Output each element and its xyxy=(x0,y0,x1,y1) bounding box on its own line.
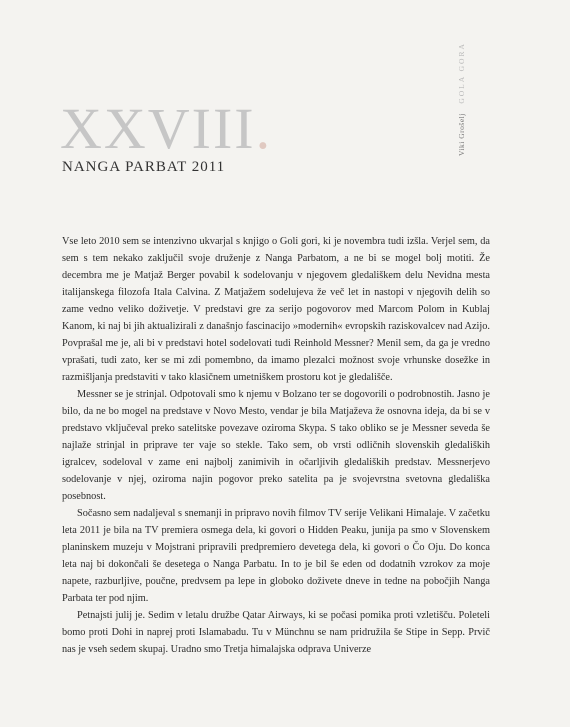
running-header-book: GOLA GORA xyxy=(457,42,466,104)
chapter-numeral-text: XXVIII xyxy=(60,96,256,161)
chapter-title: NANGA PARBAT 2011 xyxy=(62,159,226,175)
paragraph: Vse leto 2010 sem se intenzivno ukvarjal s knjigo o Goli gori, ki je novembra tudi izšla. Verjel sem, da sem s tem nekako zaključil svoje druženje z Nanga Parbatom, a ne bi se mogel bolj motiti. Že decembra me je Matjaž Berger povabil k sodelovanju v njegovem gledališkem delu Nevidna mesta italijanskega filozofa Itala Calvina. Z Matjažem sodelujeva že več let in nastopi v njegovih delih so zame vedno veliko doživetje. V predstavi gre za serijo pogovorov med Marcom Polom in Kublaj Kanom, ki naj bi jih aktualizirali z današnjo fascinacijo »modernih« evropskih raziskovalcev nad Azijo. Povprašal me je, ali bi v predstavi hotel sodelovati tudi Reinhold Messner? Menil sem, da ga je vredno vprašati, tudi zato, ker se mi zdi pomembno, da imamo plezalci možnost svoje vrhunske dosežke in razmišljanja predstaviti v tako klasičnem umetniškem prostoru kot je gledališče. xyxy=(62,236,490,383)
paragraph: Petnajsti julij je. Sedim v letalu družbe Qatar Airways, ki se počasi pomika proti vzletišču. Poleteli bomo proti Dohi in naprej proti Islamabadu. Tu v Münchnu se nam pridružila še Stipe in Sepp. Prvič nas je vseh sedem skupaj. Uradno smo Tretja himalajska odprava Univerze xyxy=(62,610,490,655)
chapter-numeral xyxy=(60,96,273,161)
running-header-author: Viki Grošelj xyxy=(457,113,466,156)
paragraph: Messner se je strinjal. Odpotovali smo k njemu v Bolzano ter se dogovorili o podrobnostih. Jasno je bilo, da ne bo mogel na predstave v Novo Mesto, vendar je bila Matjaževa že osnovna ideja, da bi se v predstavo vključeval preko satelitske povezave oziroma Skypa. S tako obliko se je Messner seveda še najlaže strinjal in pripravе ter vaje so stekle. Tako sem, ob vrsti odličnih slovenskih gledaliških igralcev, sodeloval v zame eni najbolj zanimivih in očarljivih gledaliških predstav. Messnerjevo sodelovanje v njej, oziroma najin pogovor preko satelita pa je svojevrstna svetovna gledališka posebnost. xyxy=(62,389,490,502)
running-header xyxy=(452,6,472,156)
chapter-numeral-dot: . xyxy=(255,96,273,161)
chapter-body xyxy=(62,233,490,658)
running-header-text xyxy=(457,42,466,156)
paragraph: Sočasno sem nadaljeval s snemanji in pripravo novih filmov TV serije Velikani Himalaje. V začetku leta 2011 je bila na TV premiera osmega dela, ki govori o Hidden Peaku, junija pa smo v Slovenskem planinskem muzeju v Mojstrani pripravili predpremiero devetega dela, ki govori o Čo Oju. Do konca leta naj bi dokončali še desetega o Nanga Parbatu. In to je bil še eden od dodatnih vzrokov za moje napete, razburljive, poučne, predvsem pa lepe in globoko doživete dneve in tedne na pobočjih Nanga Parbata ter pod njim. xyxy=(62,508,490,604)
